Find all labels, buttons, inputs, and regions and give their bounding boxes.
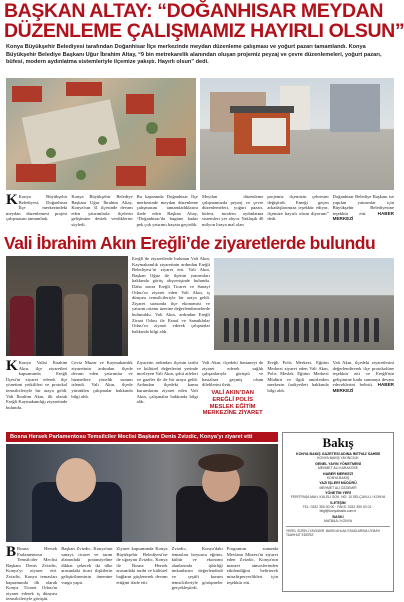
story3-column: Başkan Zvizdic, Konya'nın sanayi, ticaret ve tarım alanındaki potansiyeline dikkat çekerek iki ülke arasındaki ticari ilişkilerin geliştirilmesinin önemine vurgu yaptı. [61, 546, 113, 585]
masthead-footer: YEREL SÜRELİ YAYINDIR. BASIN AHLAK ESASLARINA UYMAYI TAAHHÜT EDERİZ. [286, 526, 390, 537]
police-center-photo [214, 258, 394, 350]
headline-line-1: BAŞKAN ALTAY: “DOĞANHISAR MEYDAN [4, 0, 384, 22]
story2-column: K Konya Valisi İbrahim Akın, ilçe ziyaretleri kapsamında Ereğli İlçesi'ni ziyaret ederek ilçe yönetimi yetkilileri ve protokol temsilcileriyle bir araya geldi. Vali İbrahim Akın, ilk olarak Ereğli Kaymakamlığı ziyaretinde bulundu. [6, 358, 68, 410]
story3-column: B Bosna Hersek Parlamentosu Temsilciler Meclisi Başkanı Denis Zvizdic, Konya'yı ziyaret etti. Zvizdic, Konya temasları kapsamında ilk olarak Konya Ticaret Odası'nı ziyaret ederek iş dünyası temsilcileriyle görüştü. [6, 544, 58, 602]
story2-column: Ceviz Mazar ve Kaymakamlık ziyaretinin ardından ilçede devam eden yatırımlar ve hizmetlere yönelik sunum izlendi. Vali Akın, ilçede yürütülen çalışmalar hakkında bilgi aldı. [71, 360, 133, 399]
masthead-row: BASKI MATBAA / KONYA [324, 514, 352, 524]
story1-body [6, 194, 394, 230]
story1-column: Doğanhisar Belediye Başkanı ise yapılan yatırımlar için Büyükşehir Belediyesine teşekkür etti. HABER MERKEZİ [332, 194, 394, 222]
story1-column: Bu kapsamda Doğanhisar İlçe merkezinde meydan düzenleme çalışmasını tamamladıklarını ifade eden Başkan Altay, “Doğanhisar'da bugüne kadar pek çok yatırımı hayata geçirdik. [136, 194, 198, 227]
masthead-box [282, 432, 394, 592]
story2-column: Vali Akın, ilçedeki hastaneyi de ziyaret ederek sağlık çalışanlarıyla görüştü ve hastalara geçmiş olsun dileklerini iletti. VALİ AKIN’DAN EREĞLİ POLİS MESLEK EĞİTİM MERKEZİNE ZİYARET [201, 360, 264, 417]
story1-column: projemiz ilçemizin çehresini değiştirdi. Emeği geçen arkadaşlarımıza teşekkür ediyor, ilçemize hayırlı olsun diyorum” dedi. [267, 194, 329, 222]
aerial-square-photo [6, 78, 196, 190]
masthead-logo: Bakış [322, 435, 354, 450]
governor-group-photo [6, 256, 128, 356]
masthead-row: HABER MERKEZİ KONYA BAKIŞ [323, 471, 353, 480]
masthead-row: KONYA BAKIŞ GAZETESİ ADINA İMTİYAZ SAHİBİ KONYA BAKIŞ YAYINCILIK [296, 452, 380, 461]
story1-column: Meydan düzenleme çalışmamızda peyzaj ve çevre düzenlemeleri, yoğurt pazarı, büfesi, modern aydınlatma sistemleri yer alıyor. Yaklaşık 40 milyon liraya mal olan [201, 194, 264, 227]
masthead-row: YAZI İŞLERİ MÜDÜRÜ MEHMET ALİ ÖZDEMİR [319, 481, 357, 490]
market-building-photo [200, 78, 394, 190]
bosnia-visit-photo [6, 444, 278, 542]
story2-column: Ereğli Polis Merkezi, Eğitim Merkezi ziyaret eden Vali Akın, Polis Meslek Eğitim Merkezi Müdürü ve ilgili amirlerden merkezin faaliyetleri hakkında bilgi aldı. [267, 360, 329, 393]
story3-column: Ziyaret kapsamında Konya Büyükşehir Belediyesi'ne de uğrayan Zvizdic, Konya ile Bosna Hersek arasındaki tarihi ve kültürel bağların güçlenerek devam ettiğini ifade etti. [116, 546, 168, 585]
masthead-row: İLETİŞİM TEL: 0332 350 00 00 · FAKS: 0332 350 00 01 · bilgi@konyabakis.com.tr [302, 500, 374, 514]
story3-column: Programın sonunda Mevlana Müzesi'ni ziyaret eden Zvizdic, Konya'nın manevi atmosferinden etkilendiğini belirterek misafirperverlikleri için teşekkür etti. [226, 546, 278, 585]
story1-signature: HABER MERKEZİ [332, 210, 394, 222]
story3-title-bar: Bosna Hersek Parlamentosu Temsilciler Meclisi Başkanı Denis Zvizdic, Konya’yı ziyaret etti [6, 432, 278, 442]
story1-column: Konya Büyükşehir Belediye Başkanı Uğur İbrahim Altay, Konya'nın 31 ilçesinde devam eden yatırımlarla ilçelerin gelişimine destek verdiklerini söyledi. [71, 194, 133, 227]
story1-column: K Konya Büyükşehir Belediyesi, Doğanhisar İlçe merkezindeki meydan düzenlemesi projesi çalışmasını tamamladı. [6, 192, 68, 222]
story2-side-text: Ereğli’de ziyaretlerde bulunan Vali Akın, Kaymakamlık ziyaretinin ardından Ereğli Belediyesi’ni ziyaret etti. Vali Akın, Başkan Oğuz ile ilçenin yatırımları hakkında görüş alışverişinde bulundu. Daha sonra Ereğli Ticaret ve Sanayi Odası’nı ziyaret eden Vali Akın, iş dünyası temsilcileriyle bir araya geldi. Ziyaret sırasında ilçe ekonomisi ve yatırım ortamı üzerine değerlendirmelerde bulunuldu. Vali Akın, ardından Ereğli Ziraat Odası ile Esnaf ve Sanatkârlar Odası’nı ziyaret ederek çalışmalar hakkında bilgi aldı. [132, 256, 210, 334]
headline-line-2: DÜZENLEME ÇALIŞMAMIZ HAYIRLI OLSUN” [4, 20, 404, 42]
story2-subhead: VALİ AKIN’DAN EREĞLİ POLİS MESLEK EĞİTİM MERKEZİNE ZİYARET [202, 389, 263, 417]
story2-column: Vali Akın, ilçedeki ziyaretlerini değerlendirerek ilçe protokolüne teşekkür etti ve Ereğli'nin gelişimine katkı sunmaya devam edeceklerini belirtti. HABER MERKEZİ [332, 360, 394, 393]
story3-body [6, 544, 278, 602]
story2-signature: HABER MERKEZİ [332, 382, 394, 393]
story2-body [6, 360, 394, 430]
headline-2: Vali İbrahim Akın Ereğli’de ziyaretlerde bulundu [4, 233, 376, 253]
headline-lead: Konya Büyükşehir Belediyesi tarafından Doğanhisar İlçe merkezinde meydan düzenleme çalışması ve yoğurt pazarı tamamlandı. Konya Büyükşehir Belediye Başkanı Uğur İbrahim Altay, “9 bin metrekarelik alanından oluşan projemiz peyzaj ve çevre düzenlemeleri, yoğurt pazarı, büfesi, modern aydınlatma sistemleriyle ilçemize yakıştı. Hayırlı olsun” dedi. [6, 44, 382, 66]
story3-column: Zvizdic, Konya'daki temasları boyunca eğitim, kültür ve ekonomi alanlarında işbirliği imkanlarını değerlendirdi ve çeşitli kurum temsilcileriyle görüşmeler gerçekleştirdi. [171, 546, 223, 591]
masthead-row: YÖNETİM YERİ FERİTPAŞA MAH. KULELİ SOK. NO: 10 SELÇUKLU / KONYA [290, 491, 386, 500]
story2-column: Ziyaretin ardından ilçenin tarihi ve kültürel değerlerini yerinde inceleyen Vali Akın, şehit aileleri ve gaziler ile de bir araya geldi. Ardından ilçedeki kamu kurumlarını ziyaret eden Vali Akın, çalışmalar hakkında bilgi aldı. [136, 360, 198, 405]
masthead-row: GENEL YAYIN YÖNETMENİ MEHMET ALİ KARAKÖSE [315, 461, 361, 470]
